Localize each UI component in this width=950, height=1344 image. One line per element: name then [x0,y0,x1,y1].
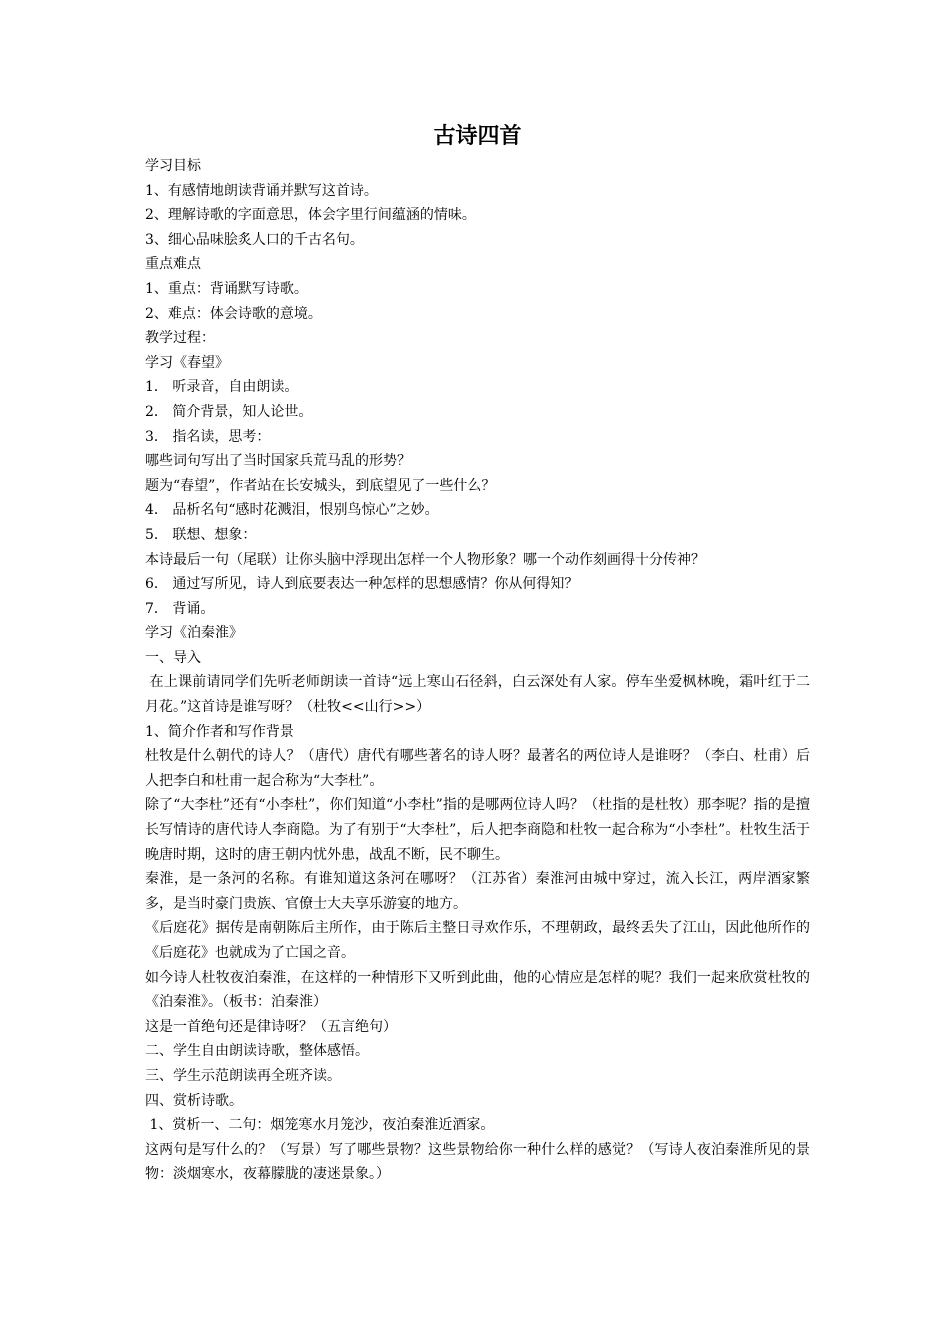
paragraph: 一、导入 [145,649,201,666]
paragraph: 1． 听录音，自由朗读。 [145,379,299,396]
paragraph: 1、简介作者和写作背景 [145,723,294,740]
paragraph: 学习目标 [145,158,201,174]
paragraph: 《后庭花》据传是南朝陈后主所作，由于陈后主整日寻欢作乐，不理朝政，最终丢失了江山，因此他所作的《后庭花》也就成为了亡国之音。 [145,920,810,961]
paragraph: 杜牧是什么朝代的诗人？（唐代）唐代有哪些著名的诗人呀？最著名的两位诗人是谁呀？（李白、杜甫）后人把李白和杜甫一起合称为“大李杜”。 [145,748,810,789]
paragraph: 秦淮，是一条河的名称。有谁知道这条河在哪呀？（江苏省）秦淮河由城中穿过，流入长江，两岸酒家繁多，是当时豪门贵族、官僚士大夫享乐游宴的地方。 [145,871,810,912]
paragraph: 4． 品析名句“感时花溅泪，恨别鸟惊心”之妙。 [145,502,439,519]
paragraph: 如今诗人杜牧夜泊秦淮，在这样的一种情形下又听到此曲，他的心情应是怎样的呢？我们一起来欣赏杜牧的《泊秦淮》。（板书：泊秦淮） [145,969,810,1011]
paragraph: 7． 背诵。 [145,600,215,617]
paragraph: 3． 指名读，思考： [145,428,271,445]
paragraph: 在上课前请同学们先听老师朗读一首诗“远上寒山石径斜，白云深处有人家。停车坐爱枫林晚，霜叶红于二月花。”这首诗是谁写呀？（杜牧<<山行>>） [145,674,811,716]
paragraph: 题为“春望”，作者站在长安城头，到底望见了一些什么？ [145,477,496,494]
paragraph: 三、学生示范朗读再全班齐读。 [145,1067,341,1084]
paragraph: 本诗最后一句（尾联）让你头脑中浮现出怎样一个人物形象？哪一个动作刻画得十分传神？ [145,551,705,568]
paragraph: 这两句是写什么的？（写景）写了哪些景物？这些景物给你一种什么样的感觉？（写诗人夜泊秦淮所见的景物：淡烟寒水，夜幕朦胧的凄迷景象。） [145,1141,810,1183]
paragraph: 学习《泊秦淮》 [145,625,243,642]
paragraph: 哪些词句写出了当时国家兵荒马乱的形势？ [145,453,411,470]
paragraph: 5． 联想、想象： [145,526,257,543]
paragraph: 学习《春望》 [145,354,229,371]
document-page [145,118,810,1187]
document-body [145,154,810,1187]
paragraph: 教学过程： [145,330,215,347]
paragraph: 3、细心品味脍炙人口的千古名句。 [145,231,364,248]
paragraph: 2． 简介背景，知人论世。 [145,403,313,420]
paragraph: 重点难点 [145,256,201,273]
paragraph: 1、赏析一、二句：烟笼寒水月笼沙，夜泊秦淮近酒家。 [145,1117,495,1134]
paragraph: 2、理解诗歌的字面意思，体会字里行间蕴涵的情味。 [145,207,476,224]
paragraph: 1、有感情地朗读背诵并默写这首诗。 [145,182,378,199]
paragraph: 二、学生自由朗读诗歌，整体感悟。 [145,1043,369,1060]
paragraph: 1、重点：背诵默写诗歌。 [145,280,308,297]
paragraph: 除了“大李杜”还有“小李杜”，你们知道“小李杜”指的是哪两位诗人吗？（杜指的是杜牧）那李呢？指的是擅长写情诗的唐代诗人李商隐。为了有别于“大李杜”，后人把李商隐和杜牧一起合称为“小李杜”。杜牧生活于晚唐时期，这时的唐王朝内忧外患，战乱不断，民不聊生。 [145,797,810,863]
paragraph: 四、赏析诗歌。 [145,1092,243,1109]
paragraph: 这是一首绝句还是律诗呀？（五言绝句） [145,1018,397,1035]
paragraph: 6． 通过写所见，诗人到底要表达一种怎样的思想感情？你从何得知？ [145,576,579,593]
document-title: 古诗四首 [433,123,522,149]
paragraph: 2、难点：体会诗歌的意境。 [145,305,322,322]
